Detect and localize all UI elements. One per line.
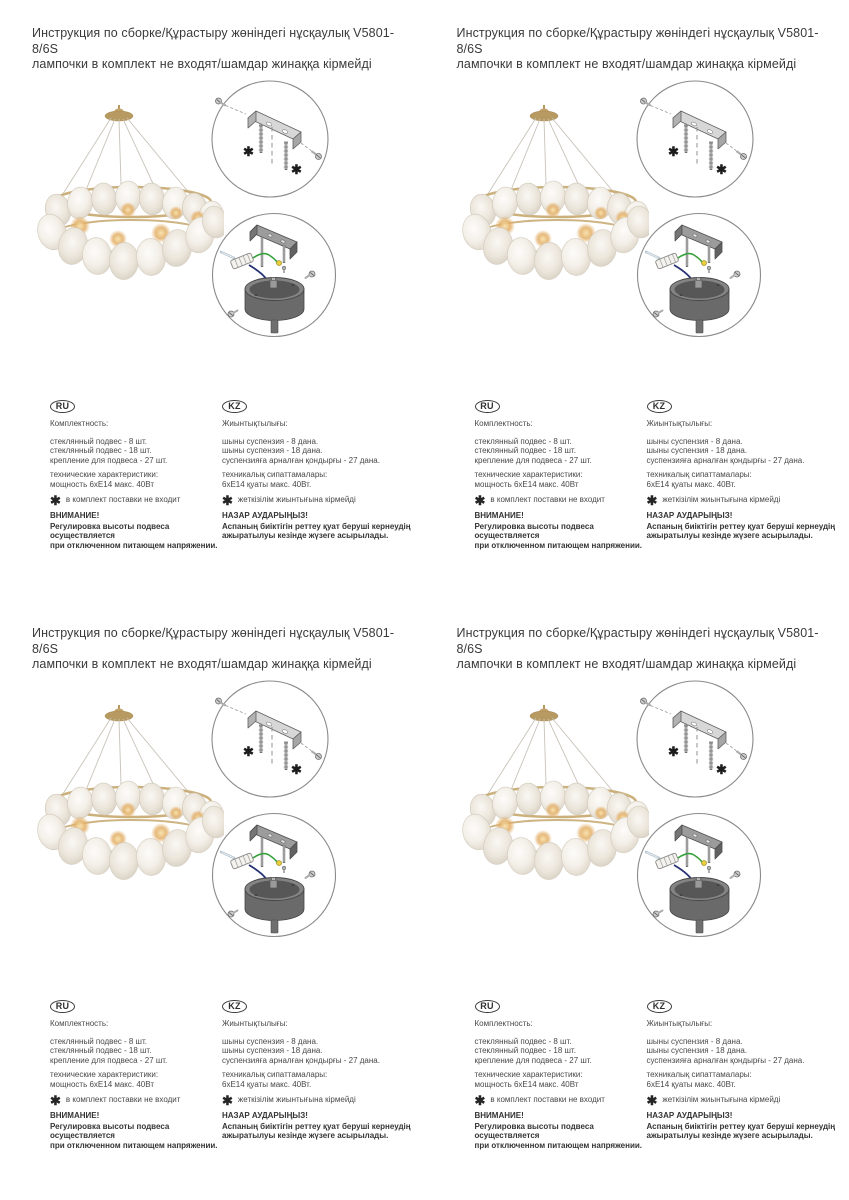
ru-item: крепление для подвеса - 27 шт. — [474, 455, 592, 465]
chandelier-illustration — [28, 686, 224, 913]
page-title — [457, 626, 842, 673]
chandelier-image — [453, 86, 649, 308]
ru-warning-line: при отключенном питающем напряжении. — [50, 1140, 218, 1150]
ru-note — [50, 493, 222, 507]
canopy-wiring-diagram — [209, 211, 339, 344]
ru-warning-title: ВНИМАНИЕ! — [50, 511, 100, 520]
ru-specs-line: мощность 6хЕ14 макс. 40Вт — [474, 479, 579, 489]
kz-warning — [647, 511, 843, 541]
chandelier-illustration — [28, 86, 224, 313]
kz-warning-line: ажыратылуы кезінде жүзеге асырылады. — [222, 1131, 389, 1140]
ru-note-text: в комплект поставки не входит — [65, 495, 181, 505]
asterisk-icon: ✱ — [646, 492, 658, 508]
chandelier-image — [28, 686, 224, 908]
canopy-wiring-image — [634, 211, 764, 339]
kz-heading: Жиынтықтылығы: — [222, 419, 288, 428]
ru-column — [50, 400, 222, 550]
page-title — [32, 626, 417, 673]
ru-note — [475, 1093, 647, 1107]
ru-specs — [50, 1070, 222, 1089]
ru-specs-heading: технические характеристики: — [474, 1070, 583, 1079]
title-line-2: лампочки в комплект не входят/шамдар жинаққа кірмейді — [32, 657, 372, 671]
ru-item: стеклянный подвес - 18 шт. — [474, 446, 576, 455]
title-line-1: Инструкция по сборке/Құрастыру жөніндегі нұсқаулық V5801-8/6S — [456, 626, 819, 656]
kz-item: суспензияға арналған қондырғы - 27 дана. — [222, 1055, 380, 1065]
ru-warning-line: при отключенном питающем напряжении. — [474, 540, 643, 550]
ru-heading: Комплектность: — [474, 419, 533, 428]
ru-column — [475, 1000, 647, 1150]
ru-badge: RU — [475, 1000, 500, 1013]
kz-note-text: жеткізілім жиынтығына кірмейді — [662, 495, 781, 505]
kz-warning-line: Аспаның биіктігін реттеу қуат беруші кернеудің — [222, 1121, 411, 1131]
kz-warning-line: ажыратылуы кезінде жүзеге асырылады. — [222, 531, 389, 540]
ru-heading: Комплектность: — [50, 419, 109, 428]
asterisk-icon: ✱ — [291, 162, 302, 177]
canopy-wiring-diagram — [634, 211, 764, 344]
kz-specs — [647, 470, 843, 489]
bracket-diagram — [209, 679, 331, 805]
kz-heading: Жиынтықтылығы: — [646, 1019, 713, 1028]
ru-warning-line: при отключенном питающем напряжении. — [474, 1140, 643, 1150]
kz-column — [222, 400, 418, 541]
ru-item: стеклянный подвес - 18 шт. — [50, 1046, 152, 1055]
chandelier-image — [28, 86, 224, 308]
kz-items — [647, 437, 843, 466]
kz-item: шыны суспензия - 8 дана. — [646, 436, 743, 446]
ru-badge: RU — [475, 400, 500, 413]
instruction-sheet — [425, 600, 849, 1200]
kz-warning — [647, 1111, 843, 1141]
kz-warning — [222, 1111, 418, 1141]
ru-item: стеклянный подвес - 8 шт. — [474, 436, 572, 446]
bracket-diagram — [634, 79, 756, 205]
kz-warning-title: НАЗАР АУДАРЫҢЫЗ! — [646, 1111, 733, 1120]
bracket-diagram-image — [634, 679, 756, 800]
ru-heading: Комплектность: — [50, 1019, 109, 1028]
kz-item: суспензияға арналған қондырғы - 27 дана. — [222, 455, 380, 465]
ru-specs-line: мощность 6хЕ14 макс. 40Вт — [50, 479, 154, 489]
ru-item: крепление для подвеса - 27 шт. — [50, 455, 168, 465]
asterisk-icon: ✱ — [50, 492, 61, 508]
page-title — [457, 26, 842, 73]
chandelier-image — [453, 686, 649, 908]
ru-item: стеклянный подвес - 8 шт. — [474, 1036, 572, 1046]
ru-warning — [50, 511, 222, 550]
canopy-wiring-image — [209, 811, 339, 939]
asterisk-icon: ✱ — [715, 162, 727, 177]
kz-specs-line: 6хЕ14 қуаты макс. 40Вт. — [222, 479, 312, 489]
ru-badge: RU — [50, 400, 75, 413]
kz-item: шыны суспензия - 18 дана. — [646, 1046, 748, 1055]
ru-warning — [50, 1111, 222, 1150]
bracket-diagram-image — [209, 679, 331, 800]
kz-items — [222, 437, 418, 466]
ru-items — [475, 437, 647, 466]
kz-warning-title: НАЗАР АУДАРЫҢЫЗ! — [222, 511, 308, 520]
kz-specs-heading: техникалық сипаттамалары: — [222, 1070, 328, 1079]
ru-warning-line: при отключенном питающем напряжении. — [50, 540, 218, 550]
ru-specs-heading: технические характеристики: — [474, 470, 583, 479]
ru-note-text: в комплект поставки не входит — [65, 1095, 181, 1105]
asterisk-icon: ✱ — [291, 762, 302, 777]
kz-item: шыны суспензия - 8 дана. — [222, 1036, 319, 1046]
canopy-wiring-image — [634, 811, 764, 939]
ru-note-text: в комплект поставки не входит — [490, 1095, 605, 1105]
kz-item: суспензияға арналған қондырғы - 27 дана. — [646, 455, 805, 465]
kz-warning-line: ажыратылуы кезінде жүзеге асырылады. — [646, 531, 813, 540]
title-line-1: Инструкция по сборке/Құрастыру жөніндегі нұсқаулық V5801-8/6S — [456, 26, 819, 56]
ru-specs-line: мощность 6хЕ14 макс. 40Вт — [50, 1079, 154, 1089]
canopy-wiring-diagram — [209, 811, 339, 944]
kz-warning-line: ажыратылуы кезінде жүзеге асырылады. — [646, 1131, 813, 1140]
kz-specs-line: 6хЕ14 қуаты макс. 40Вт. — [646, 1079, 736, 1089]
ru-warning — [475, 1111, 647, 1150]
instruction-sheet — [0, 600, 425, 1200]
asterisk-icon: ✱ — [667, 144, 679, 159]
ru-item: стеклянный подвес - 8 шт. — [50, 1036, 147, 1046]
bracket-diagram — [634, 679, 756, 805]
kz-warning-title: НАЗАР АУДАРЫҢЫЗ! — [646, 511, 733, 520]
kz-column — [222, 1000, 418, 1141]
kz-badge: KZ — [222, 400, 247, 413]
asterisk-icon: ✱ — [667, 744, 679, 759]
canopy-wiring-image — [209, 211, 339, 339]
ru-warning-title: ВНИМАНИЕ! — [50, 1111, 100, 1120]
canopy-wiring-diagram — [634, 811, 764, 944]
kz-item: шыны суспензия - 8 дана. — [222, 436, 319, 446]
kz-warning-line: Аспаның биіктігін реттеу қуат беруші кернеудің — [222, 521, 411, 531]
asterisk-icon: ✱ — [222, 1092, 233, 1108]
kz-specs-line: 6хЕ14 қуаты макс. 40Вт. — [646, 479, 736, 489]
instruction-sheet — [425, 0, 849, 600]
ru-column — [475, 400, 647, 550]
ru-item: стеклянный подвес - 18 шт. — [474, 1046, 576, 1055]
asterisk-icon: ✱ — [243, 744, 254, 759]
ru-item: крепление для подвеса - 27 шт. — [474, 1055, 592, 1065]
kz-badge: KZ — [647, 1000, 672, 1013]
kz-warning-line: Аспаның биіктігін реттеу қуат беруші кернеудің — [646, 521, 836, 531]
asterisk-icon: ✱ — [50, 1092, 61, 1108]
kz-specs-heading: техникалық сипаттамалары: — [646, 1070, 752, 1079]
ru-warning — [475, 511, 647, 550]
kz-note — [222, 493, 418, 507]
kz-heading: Жиынтықтылығы: — [222, 1019, 288, 1028]
kz-items — [222, 1037, 418, 1066]
chandelier-illustration — [453, 686, 649, 913]
ru-specs-line: мощность 6хЕ14 макс. 40Вт — [474, 1079, 579, 1089]
ru-specs — [475, 1070, 647, 1089]
asterisk-icon: ✱ — [474, 492, 486, 508]
kz-warning-line: Аспаның биіктігін реттеу қуат беруші кернеудің — [646, 1121, 836, 1131]
bracket-diagram-image — [634, 79, 756, 200]
kz-note-text: жеткізілім жиынтығына кірмейді — [662, 1095, 781, 1105]
asterisk-icon: ✱ — [243, 144, 254, 159]
title-line-1: Инструкция по сборке/Құрастыру жөніндегі нұсқаулық V5801-8/6S — [32, 626, 395, 656]
ru-note — [50, 1093, 222, 1107]
kz-item: шыны суспензия - 18 дана. — [222, 446, 323, 455]
ru-badge: RU — [50, 1000, 75, 1013]
ru-note-text: в комплект поставки не входит — [490, 495, 605, 505]
ru-warning-line: Регулировка высоты подвеса осуществляется — [474, 521, 594, 540]
kz-column — [647, 400, 843, 541]
kz-specs-heading: техникалық сипаттамалары: — [646, 470, 752, 479]
kz-note-text: жеткізілім жиынтығына кірмейді — [237, 1095, 356, 1105]
ru-item: стеклянный подвес - 8 шт. — [50, 436, 147, 446]
kz-specs-line: 6хЕ14 қуаты макс. 40Вт. — [222, 1079, 312, 1089]
asterisk-icon: ✱ — [646, 1092, 658, 1108]
kz-specs-heading: техникалық сипаттамалары: — [222, 470, 328, 479]
instruction-sheet — [0, 0, 425, 600]
kz-specs — [222, 470, 418, 489]
kz-note — [647, 493, 843, 507]
ru-warning-line: Регулировка высоты подвеса осуществляется — [50, 1121, 170, 1140]
ru-item: стеклянный подвес - 18 шт. — [50, 446, 152, 455]
kz-warning — [222, 511, 418, 541]
ru-items — [475, 1037, 647, 1066]
title-line-1: Инструкция по сборке/Құрастыру жөніндегі нұсқаулық V5801-8/6S — [32, 26, 395, 56]
ru-note — [475, 493, 647, 507]
kz-specs — [222, 1070, 418, 1089]
kz-items — [647, 1037, 843, 1066]
ru-specs — [475, 470, 647, 489]
page-title — [32, 26, 417, 73]
kz-note — [222, 1093, 418, 1107]
asterisk-icon: ✱ — [474, 1092, 486, 1108]
ru-column — [50, 1000, 222, 1150]
kz-column — [647, 1000, 843, 1141]
kz-item: суспензияға арналған қондырғы - 27 дана. — [646, 1055, 805, 1065]
ru-items — [50, 1037, 222, 1066]
bracket-diagram-image — [209, 79, 331, 200]
asterisk-icon: ✱ — [715, 762, 727, 777]
ru-specs-heading: технические характеристики: — [50, 1070, 159, 1079]
ru-warning-title: ВНИМАНИЕ! — [474, 511, 524, 520]
kz-heading: Жиынтықтылығы: — [646, 419, 713, 428]
kz-item: шыны суспензия - 8 дана. — [646, 1036, 743, 1046]
kz-warning-title: НАЗАР АУДАРЫҢЫЗ! — [222, 1111, 308, 1120]
ru-specs — [50, 470, 222, 489]
title-line-2: лампочки в комплект не входят/шамдар жинаққа кірмейді — [456, 657, 797, 671]
asterisk-icon: ✱ — [222, 492, 233, 508]
kz-badge: KZ — [647, 400, 672, 413]
ru-specs-heading: технические характеристики: — [50, 470, 159, 479]
kz-specs — [647, 1070, 843, 1089]
ru-items — [50, 437, 222, 466]
ru-item: крепление для подвеса - 27 шт. — [50, 1055, 168, 1065]
kz-item: шыны суспензия - 18 дана. — [646, 446, 748, 455]
bracket-diagram — [209, 79, 331, 205]
chandelier-illustration — [453, 86, 649, 313]
ru-warning-title: ВНИМАНИЕ! — [474, 1111, 524, 1120]
kz-badge: KZ — [222, 1000, 247, 1013]
ru-warning-line: Регулировка высоты подвеса осуществляется — [474, 1121, 594, 1140]
kz-note — [647, 1093, 843, 1107]
kz-item: шыны суспензия - 18 дана. — [222, 1046, 323, 1055]
ru-heading: Комплектность: — [474, 1019, 533, 1028]
title-line-2: лампочки в комплект не входят/шамдар жинаққа кірмейді — [456, 57, 797, 71]
ru-warning-line: Регулировка высоты подвеса осуществляется — [50, 521, 170, 540]
kz-note-text: жеткізілім жиынтығына кірмейді — [237, 495, 356, 505]
title-line-2: лампочки в комплект не входят/шамдар жинаққа кірмейді — [32, 57, 372, 71]
